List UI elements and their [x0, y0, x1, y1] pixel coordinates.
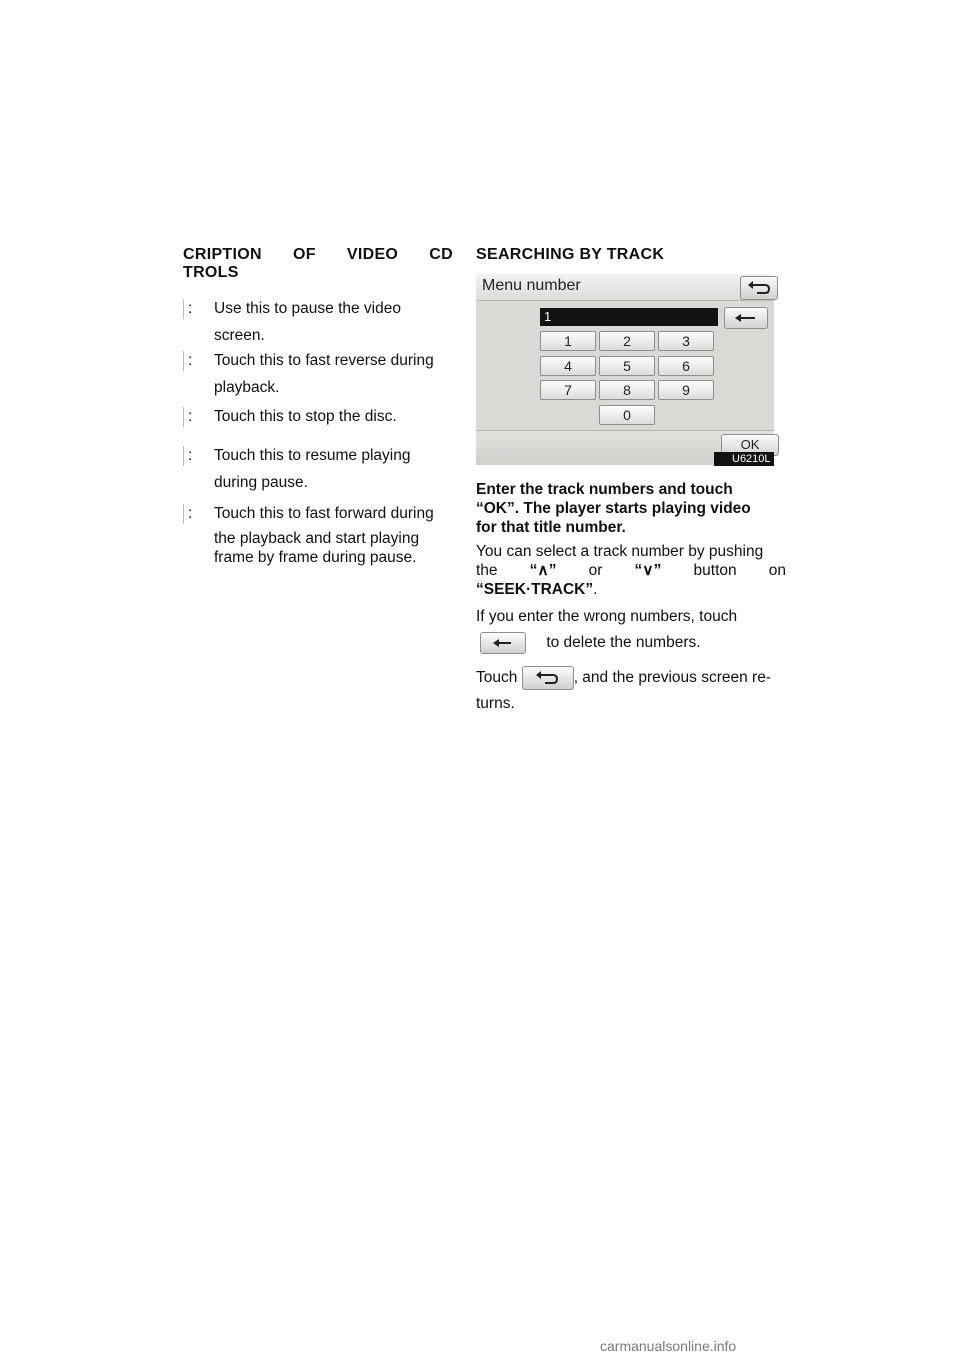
- paragraph-line: [476, 632, 774, 654]
- keypad-key-7[interactable]: 7: [540, 380, 596, 400]
- colon: :: [188, 300, 193, 317]
- return-paragraph: [476, 666, 774, 713]
- keypad-key-5[interactable]: 5: [599, 356, 655, 376]
- paragraph-line: [476, 666, 774, 690]
- colon: :: [188, 505, 193, 522]
- description-line: frame by frame during pause.: [214, 549, 417, 566]
- delete-button[interactable]: [724, 307, 768, 329]
- text-fragment: to delete the numbers.: [546, 634, 701, 652]
- text-word: the: [476, 562, 498, 579]
- text-word: button: [693, 562, 737, 579]
- heading-word: CD: [429, 246, 453, 263]
- keypad-key-8[interactable]: 8: [599, 380, 655, 400]
- return-arrow-icon: [523, 667, 573, 689]
- paragraph-line: You can select a track number by pushing: [476, 543, 764, 560]
- heading-word: CRIPTION: [183, 246, 262, 263]
- control-description: [183, 296, 463, 348]
- description-line: playback.: [214, 379, 280, 396]
- paragraph-line: “OK”. The player starts playing video: [476, 500, 751, 517]
- heading-word: OF: [292, 246, 316, 263]
- period: .: [593, 581, 598, 598]
- seek-track-paragraph: [476, 542, 786, 599]
- text-word: or: [588, 562, 603, 579]
- control-description: [183, 443, 463, 495]
- paragraph-line: turns.: [476, 695, 515, 712]
- text-fragment: , and the previous screen re-: [573, 669, 771, 687]
- colon: :: [188, 408, 193, 425]
- seek-track-label: “SEEK·TRACK”: [476, 581, 594, 598]
- keypad-key-6[interactable]: 6: [658, 356, 714, 376]
- backspace-arrow-icon: [481, 633, 525, 653]
- screen-title: Menu number: [482, 277, 581, 294]
- keypad-key-9[interactable]: 9: [658, 380, 714, 400]
- description-line: the playback and start playing: [214, 530, 420, 547]
- control-description: [183, 348, 463, 400]
- control-description: [183, 404, 463, 429]
- back-button[interactable]: [740, 276, 778, 300]
- description-line: screen.: [214, 327, 265, 344]
- heading-word: VIDEO: [346, 246, 399, 263]
- description-line: Touch this to fast reverse during: [214, 352, 434, 369]
- keypad-key-1[interactable]: 1: [540, 331, 596, 351]
- keypad-key-4[interactable]: 4: [540, 356, 596, 376]
- down-symbol: “∨”: [634, 562, 662, 579]
- up-symbol: “∧”: [529, 562, 557, 579]
- paragraph-line: for that title number.: [476, 519, 626, 536]
- inline-back-button: [522, 666, 574, 690]
- colon: :: [188, 447, 193, 464]
- description-line: Use this to pause the video: [214, 300, 401, 317]
- heading-line2: TROLS: [183, 264, 239, 281]
- inline-delete-button: [480, 632, 526, 654]
- section-heading-left: [183, 246, 453, 282]
- description-line: Touch this to stop the disc.: [214, 408, 397, 425]
- number-entry-field: 1: [540, 308, 718, 326]
- description-line: during pause.: [214, 474, 308, 491]
- instruction-paragraph: [476, 480, 774, 537]
- keypad-key-3[interactable]: 3: [658, 331, 714, 351]
- paragraph-line: [476, 561, 786, 580]
- return-arrow-icon: [741, 277, 777, 299]
- watermark: carmanualsonline.info: [600, 1338, 737, 1354]
- backspace-arrow-icon: [725, 308, 767, 328]
- paragraph-line: Enter the track numbers and touch: [476, 481, 733, 498]
- keypad-key-0[interactable]: 0: [599, 405, 655, 425]
- description-line: Touch this to resume playing: [214, 447, 411, 464]
- paragraph-line: If you enter the wrong numbers, touch: [476, 608, 738, 625]
- delete-paragraph: [476, 607, 774, 654]
- section-heading-right: SEARCHING BY TRACK: [476, 246, 665, 263]
- text-fragment: Touch: [476, 669, 518, 687]
- keypad-key-2[interactable]: 2: [599, 331, 655, 351]
- screen-titlebar: [476, 274, 774, 301]
- menu-number-screen: [476, 274, 774, 464]
- paragraph-line: [476, 580, 774, 599]
- colon: :: [188, 352, 193, 369]
- ok-button[interactable]: OK: [721, 434, 779, 456]
- description-line: Touch this to fast forward during: [214, 505, 434, 522]
- control-description: [183, 501, 463, 567]
- image-code-label: U6210L: [714, 452, 774, 466]
- text-word: on: [768, 562, 786, 579]
